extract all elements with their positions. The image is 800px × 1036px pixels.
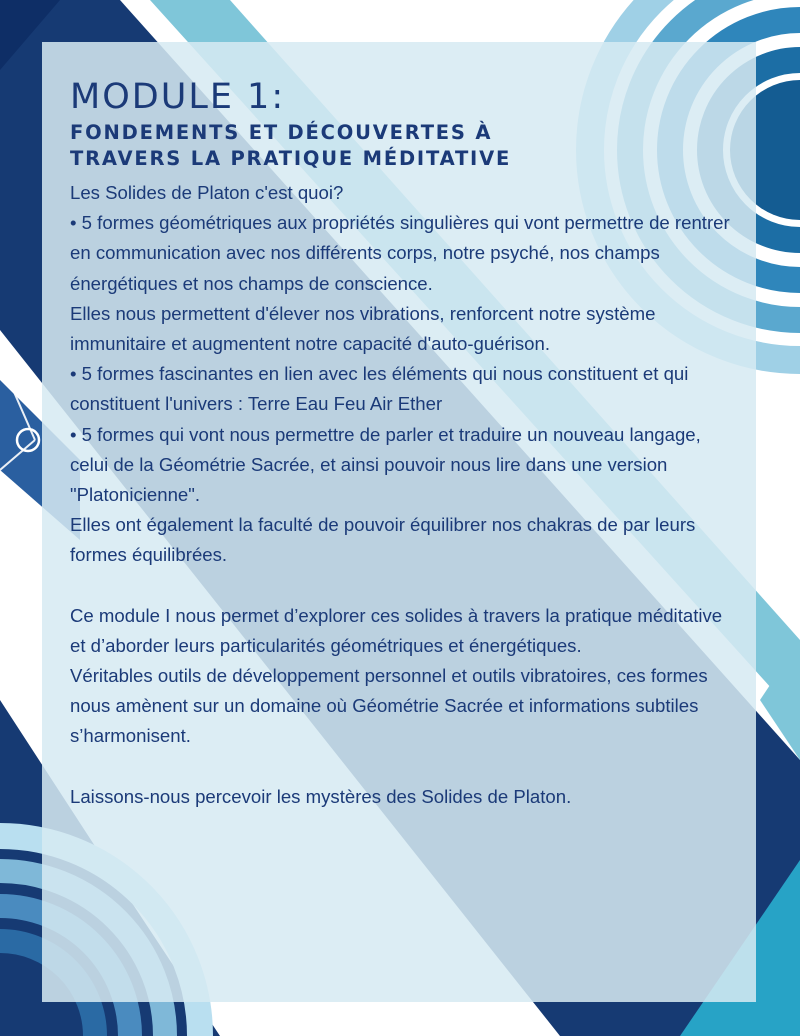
spacer <box>70 571 740 601</box>
bullet-point: • 5 formes qui vont nous permettre de parler et traduire un nouveau langage, celui de la Géométrie Sacrée, et ainsi pouvoir nous lire dans une version "Platonicienne". <box>70 423 701 506</box>
bullet-point: • 5 formes fascinantes en lien avec les éléments qui nous constituent et qui constituent l'univers : Terre Eau Feu Air Ether <box>70 363 689 415</box>
paragraph: Elles nous permettent d'élever nos vibrations, renforcent notre système immunitaire et augmentent notre capacité d'auto-guérison. <box>70 302 656 355</box>
paragraph: Elles ont également la faculté de pouvoir équilibrer nos chakras de par leurs formes équilibrées. <box>70 514 696 566</box>
body-text <box>70 178 740 812</box>
closing-line: Laissons-nous percevoir les mystères des Solides de Platon. <box>70 785 572 807</box>
paragraph: Véritables outils de développement personnel et outils vibratoires, ces formes nous amènent sur un domaine où Géométrie Sacrée et informations subtiles s’harmonisent. <box>70 665 708 747</box>
intro-question: Les Solides de Platon c'est quoi? <box>70 182 344 203</box>
spacer <box>70 752 740 782</box>
paragraph: Ce module I nous permet d’explorer ces solides à travers la pratique méditative et d’aborder leurs particularités géométriques et énergétiques. <box>70 604 723 656</box>
module-content <box>70 76 740 812</box>
page-title: MODULE 1: <box>70 77 286 117</box>
bullet-point: • 5 formes géométriques aux propriétés singulières qui vont permettre de rentrer en communication avec nos différents corps, notre psyché, nos champs énergétiques et nos champs de conscience. <box>70 212 730 294</box>
page-subtitle: FONDEMENTS ET DÉCOUVERTES À TRAVERS LA PRATIQUE MÉDITATIVE <box>70 121 512 170</box>
